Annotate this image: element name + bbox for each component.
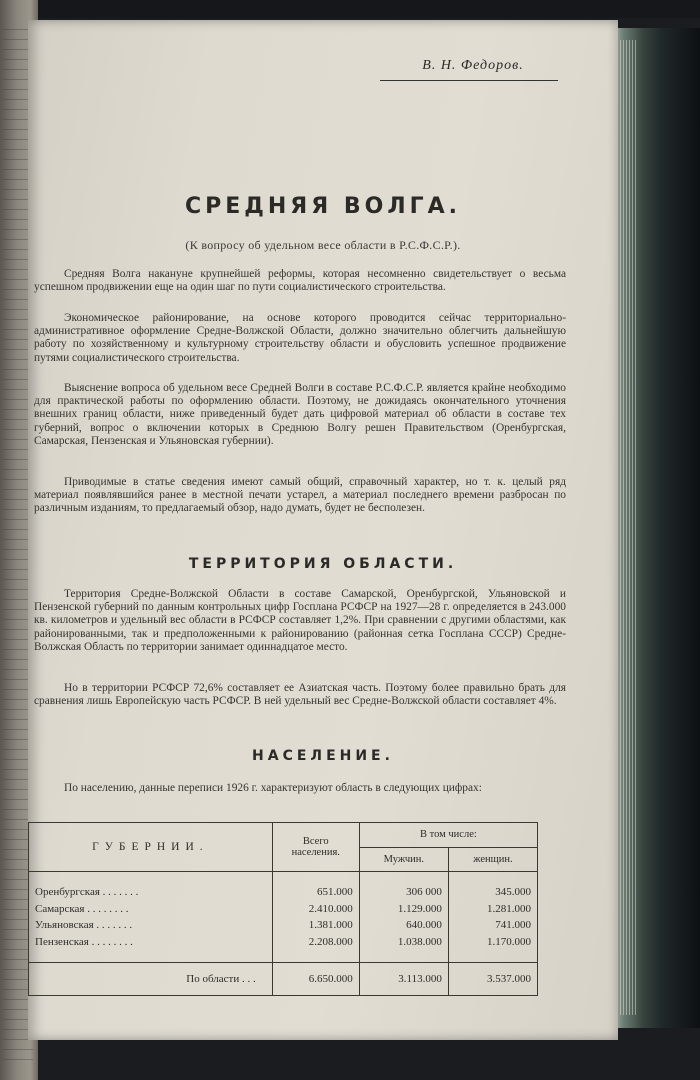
author-name: В. Н. Федоров.: [422, 58, 524, 73]
page-stack-edges: [620, 40, 638, 1015]
section-heading-population: НАСЕЛЕНИЕ.: [252, 748, 394, 764]
row-total: 2.410.000: [272, 901, 359, 918]
total-men: 3.113.000: [359, 963, 448, 996]
table-row: [29, 872, 538, 901]
territory-paragraph-2: Но в территории РСФСР 72,6% составляет ее Азиатская часть. Поэтому более правильно брать для сравнения лишь Европейскую часть РСФСР. В ней удельный вес Средне-Волжской области составляет 4%.: [34, 682, 566, 708]
intro-paragraph-4: Приводимые в статье сведения имеют самый общий, справочный характер, но т. к. целый ряд материал появлявшийся ранее в местной печати устарел, а материал последнего времени разбросан по различным изданиям, то предлагаемый обзор, надо думать, будет не бесполезен.: [34, 476, 566, 515]
article-subtitle: (К вопросу об удельном весе области в Р.С.Ф.С.Р.).: [185, 238, 461, 252]
background: [0, 0, 700, 18]
row-women: 741.000: [448, 917, 537, 934]
territory-paragraph-1: Территория Средне-Волжской Области в составе Самарской, Оренбургской, Ульяновской и Пензенской губерний по данным контрольных цифр Госплана РСФСР на 1927—28 г. определяется в 243.000 кв. километров и удельный вес области в РСФСР составляет 1,2%. При сравнении с другими областями, как районированными, так и предположенными к районированию (районная сетка Госплана СССР) Средне-Волжская Область по территории занимает одиннадцатое место.: [34, 588, 566, 653]
table-row: [29, 917, 538, 934]
col-women: женщин.: [448, 847, 537, 872]
page-content: [28, 20, 618, 1040]
row-total: 2.208.000: [272, 934, 359, 963]
total-population: 6.650.000: [272, 963, 359, 996]
total-label: По области . . .: [29, 963, 273, 996]
table-total-row: [29, 963, 538, 996]
row-men: 1.129.000: [359, 901, 448, 918]
table-header-row: [29, 823, 538, 848]
intro-paragraph-2: Экономическое районирование, на основе которого проводится сейчас территориально-административное оформление Средне-Волжской Области, должно значительно облегчить дальнейшую работу по хозяйственному и культурному строительству области и обусловить успешное продвижение путями социалистического строительства.: [34, 312, 566, 364]
row-men: 306 000: [359, 872, 448, 901]
row-women: 1.170.000: [448, 934, 537, 963]
row-total: 1.381.000: [272, 917, 359, 934]
row-name: Самарская . . . . . . . .: [29, 901, 273, 918]
intro-paragraph-1: Средняя Волга накануне крупнейшей реформы, которая несомненно свидетельствует о весьма успешном продвижении еще на один шаг по пути социалистического строительства.: [34, 268, 566, 294]
col-guberniya: ГУБЕРНИИ.: [29, 823, 273, 872]
population-paragraph: По населению, данные переписи 1926 г. характеризуют область в следующих цифрах:: [64, 782, 482, 794]
section-heading-territory: ТЕРРИТОРИЯ ОБЛАСТИ.: [188, 556, 458, 572]
row-name: Пензенская . . . . . . . .: [29, 934, 273, 963]
author-underline: [380, 80, 558, 81]
row-men: 1.038.000: [359, 934, 448, 963]
table-row: [29, 901, 538, 918]
row-women: 345.000: [448, 872, 537, 901]
col-men: Мужчин.: [359, 847, 448, 872]
book-page: [28, 20, 618, 1040]
row-name: Оренбургская . . . . . . .: [29, 872, 273, 901]
book-spine-edge: [604, 28, 700, 1028]
population-table: [28, 822, 538, 996]
col-total: Всего населения.: [272, 823, 359, 872]
table-row: [29, 934, 538, 963]
row-name: Ульяновская . . . . . . .: [29, 917, 273, 934]
row-total: 651.000: [272, 872, 359, 901]
total-women: 3.537.000: [448, 963, 537, 996]
row-men: 640.000: [359, 917, 448, 934]
col-of-which: В том числе:: [359, 823, 537, 848]
intro-paragraph-3: Выяснение вопроса об удельном весе Средней Волги в составе Р.С.Ф.С.Р. является крайне необходимо для практической работы по оформлению области. Поэтому, не дожидаясь окончательного уточнения внешних границ области, ниже приведенный будет дать цифровой материал об области в составе тех губерний, вопрос о включении которых в Среднюю Волгу решен Правительством (Оренбургская, Самарская, Пензенская и Ульяновская губернии).: [34, 382, 566, 447]
row-women: 1.281.000: [448, 901, 537, 918]
article-title: СРЕДНЯЯ ВОЛГА.: [185, 194, 461, 219]
